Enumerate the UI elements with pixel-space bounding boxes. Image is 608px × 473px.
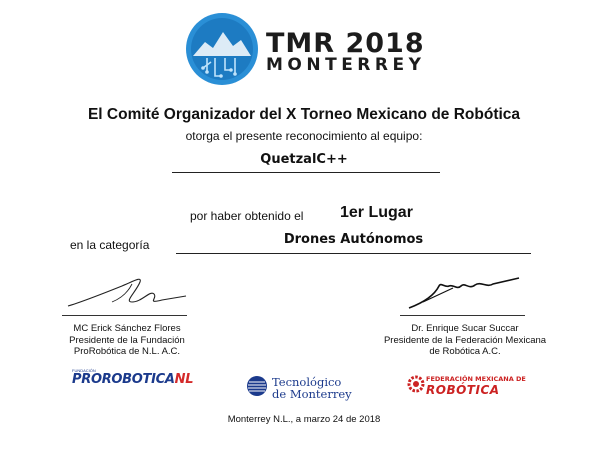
prorobotica-text-b: ROBOTICA <box>101 372 175 387</box>
category-underline <box>176 253 531 254</box>
signatory-role: ProRobótica de N.L. A.C. <box>73 346 181 357</box>
tec-globe-icon <box>246 375 268 397</box>
event-title: TMR 2018 <box>266 28 425 59</box>
signature-left-icon <box>62 272 192 310</box>
team-name: QuetzalC++ <box>260 152 348 167</box>
tec-line-1: Tecnológico <box>272 375 342 389</box>
tmr-badge-icon <box>185 12 259 86</box>
signatory-right <box>360 323 570 358</box>
signature-line-left <box>62 315 187 316</box>
category-value: Drones Autónomos <box>283 232 424 247</box>
signatory-name: MC Erick Sánchez Flores <box>73 323 181 334</box>
signature-right-icon <box>405 272 525 310</box>
certificate-headline: El Comité Organizador del X Torneo Mexicano de Robótica <box>87 106 521 123</box>
obtained-label: por haber obtenido el <box>190 209 304 223</box>
tec-logo-text <box>272 376 352 400</box>
signatory-role: Presidente de la Fundación <box>69 334 185 346</box>
team-underline <box>172 172 440 173</box>
place-value: 1er Lugar <box>340 204 413 221</box>
category-label: en la categoría <box>70 238 150 252</box>
signatory-left <box>22 323 232 358</box>
footer-date: Monterrey N.L., a marzo 24 de 2018 <box>227 414 381 425</box>
fmr-main-text: ROBÓTICA <box>426 383 500 397</box>
event-city: MONTERREY <box>266 55 426 75</box>
prorobotica-text-c: NL <box>174 372 194 387</box>
certificate-subline: otorga el presente reconocimiento al equipo: <box>185 129 423 143</box>
prorobotica-logo <box>72 372 193 387</box>
signature-line-right <box>400 315 525 316</box>
signatory-name: Dr. Enrique Sucar Succar <box>411 323 519 334</box>
prorobotica-small-text: FUNDACIÓN <box>72 368 96 373</box>
signatory-role: de Robótica A.C. <box>429 346 501 357</box>
prorobotica-text-a: PRO <box>72 372 102 387</box>
tec-line-2: de Monterrey <box>272 387 352 401</box>
signatory-role: Presidente de la Federación Mexicana <box>383 334 547 346</box>
gear-icon <box>407 375 425 393</box>
fmr-top-text: FEDERACIÓN MEXICANA DE <box>426 375 526 383</box>
